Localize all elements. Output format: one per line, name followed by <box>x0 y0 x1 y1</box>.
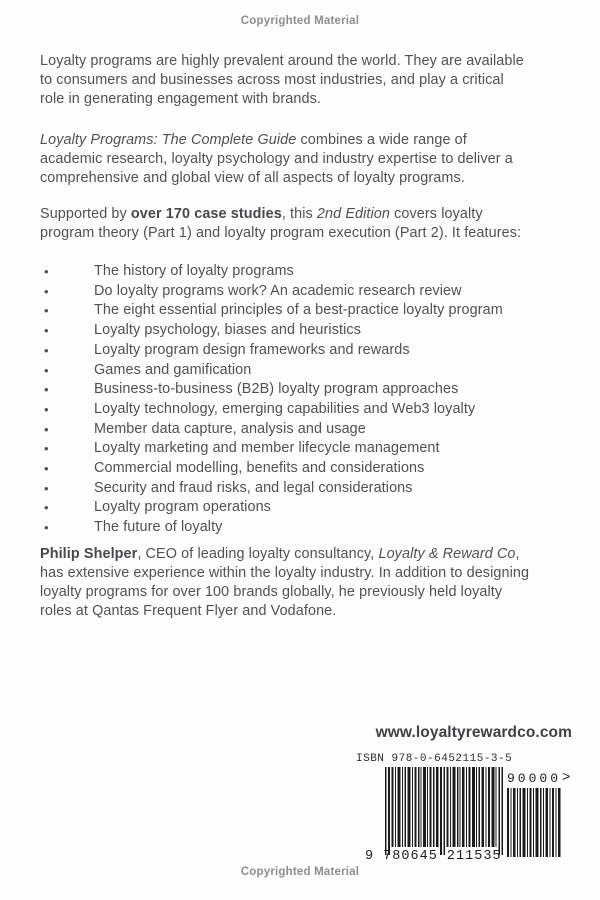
bullet-icon: • <box>44 323 49 339</box>
edition-number-italic: 2nd Edition <box>316 206 391 222</box>
feature-item <box>40 282 545 302</box>
edition-text-prefix: Supported by <box>40 206 131 222</box>
bullet-icon: • <box>44 461 49 477</box>
case-studies-bold: over 170 case studies <box>130 206 282 222</box>
paragraph-book-description-text: combines a wide range of academic research, loyalty psychology and industry expertise to deliver a comprehensive and global view of all aspects of loyalty programs. <box>40 132 513 186</box>
feature-item <box>40 361 545 381</box>
copyright-top-label: Copyrighted Material <box>240 15 360 27</box>
feature-item <box>40 479 545 499</box>
bullet-icon: • <box>44 401 49 417</box>
feature-text: Member data capture, analysis and usage <box>94 420 366 437</box>
feature-text: The eight essential principles of a best-practice loyalty program <box>94 302 503 319</box>
paragraph-overview: Loyalty programs are highly prevalent around the world. They are available to consumers and businesses across most industries, and play a critical role in generating engagement with brands. <box>40 53 524 107</box>
feature-text: Do loyalty programs work? An academic research review <box>94 282 462 299</box>
feature-item <box>40 380 545 400</box>
author-bio-mid: , CEO of leading loyalty consultancy, <box>137 545 379 562</box>
feature-item <box>40 321 545 341</box>
website-url: www.loyaltyrewardco.com <box>375 724 572 741</box>
features-list <box>40 262 545 538</box>
paragraph-edition <box>40 205 532 243</box>
supplement-barcode <box>507 770 580 857</box>
paragraph-book-description <box>40 131 532 188</box>
ean13-barcode-graphic <box>385 767 503 855</box>
feature-text: The future of loyalty <box>94 519 223 536</box>
feature-item <box>40 439 545 459</box>
feature-text: Loyalty technology, emerging capabilities and Web3 loyalty <box>94 400 476 417</box>
feature-text: Games and gamification <box>94 361 252 378</box>
edition-text-suffix: covers loyalty program theory (Part 1) and loyalty program execution (Part 2). It features: <box>40 206 522 241</box>
company-name-italic: Loyalty & Reward Co <box>378 545 516 562</box>
feature-item <box>40 262 545 282</box>
author-bio-rest: , has extensive experience within the loyalty industry. In addition to designing loyalty programs for over 100 brands globally, he previously held loyalty roles at Qantas Frequent Flyer and Vodafone. <box>40 545 530 619</box>
edition-text-mid: , this <box>281 206 317 222</box>
bullet-icon: • <box>44 342 49 358</box>
feature-text: Business-to-business (B2B) loyalty program approaches <box>94 381 459 398</box>
supplement-code: 90000 <box>507 770 562 786</box>
book-title-italic: Loyalty Programs: The Complete Guide <box>40 132 297 148</box>
bullet-icon: • <box>44 441 49 457</box>
bullet-icon: • <box>44 480 49 496</box>
supplement-label <box>507 770 580 786</box>
feature-text: Commercial modelling, benefits and considerations <box>94 460 425 477</box>
feature-item <box>40 459 545 479</box>
isbn-label: ISBN 978-0-6452115-3-5 <box>356 753 513 765</box>
back-cover-text <box>40 52 545 621</box>
ean-digits: 9 780645 211535 <box>365 849 502 864</box>
feature-item <box>40 498 545 518</box>
feature-text: Loyalty program operations <box>94 499 271 516</box>
bullet-icon: • <box>44 264 49 279</box>
bullet-icon: • <box>44 362 49 378</box>
feature-item <box>40 301 545 321</box>
feature-item <box>40 420 545 440</box>
paragraph-author-bio <box>40 545 532 621</box>
bullet-icon: • <box>44 500 49 516</box>
copyright-bottom-label: Copyrighted Material <box>240 866 360 878</box>
feature-item <box>40 341 545 361</box>
feature-text: Loyalty psychology, biases and heuristics <box>94 322 362 339</box>
supplement-barcode-graphic <box>507 788 561 857</box>
bullet-icon: • <box>44 303 49 319</box>
feature-item <box>40 400 545 420</box>
feature-text: Loyalty marketing and member lifecycle management <box>94 440 440 457</box>
bullet-icon: • <box>44 382 49 398</box>
feature-item <box>40 518 545 538</box>
author-name-bold: Philip Shelper <box>40 545 138 562</box>
supplement-arrow-icon: > <box>562 770 571 786</box>
feature-text: Security and fraud risks, and legal considerations <box>94 479 413 496</box>
bullet-icon: • <box>44 520 49 536</box>
bullet-icon: • <box>44 421 49 437</box>
feature-text: Loyalty program design frameworks and rewards <box>94 341 410 358</box>
bullet-icon: • <box>44 283 49 299</box>
feature-text: The history of loyalty programs <box>94 263 294 279</box>
